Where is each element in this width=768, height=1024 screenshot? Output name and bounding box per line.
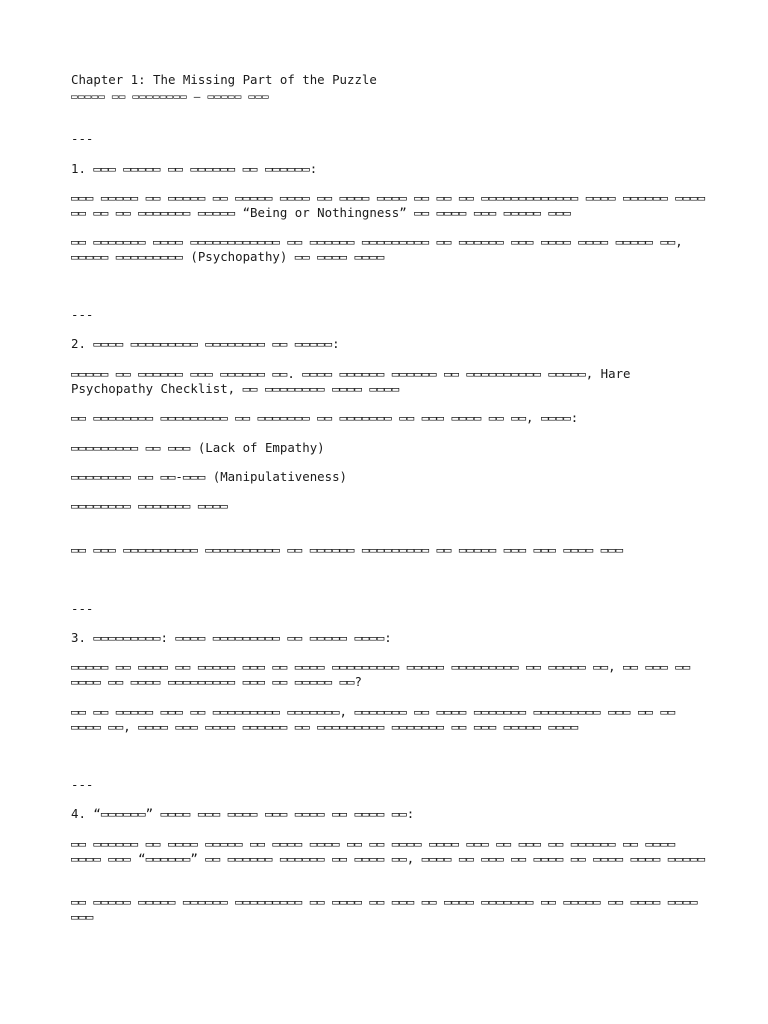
section-1-heading: 1. ▭▭▭ ▭▭▭▭▭ ▭▭ ▭▭▭▭▭▭ ▭▭ ▭▭▭▭▭▭: (71, 161, 318, 176)
list-item-third-trait: ▭▭▭▭▭▭▭▭ ▭▭▭▭▭▭▭ ▭▭▭▭ (71, 498, 228, 513)
section-separator: --- (71, 601, 94, 616)
section-1-paragraph-2: ▭▭ ▭▭▭▭▭▭▭ ▭▭▭▭ ▭▭▭▭▭▭▭▭▭▭▭▭ ▭▭ ▭▭▭▭▭▭ ▭▭▭▭▭▭▭▭▭ ▭▭ ▭▭▭▭▭▭ ▭▭▭ ▭▭▭▭ ▭▭▭▭ ▭▭▭▭▭ ▭▭, ▭▭▭▭▭ ▭▭▭▭▭▭▭▭▭ (Psychopathy) ▭▭ ▭▭▭▭ ▭▭▭▭ (71, 234, 691, 264)
section-3-paragraph-2: ▭▭ ▭▭ ▭▭▭▭▭ ▭▭▭ ▭▭ ▭▭▭▭▭▭▭▭▭ ▭▭▭▭▭▭▭, ▭▭▭▭▭▭▭ ▭▭ ▭▭▭▭ ▭▭▭▭▭▭▭ ▭▭▭▭▭▭▭▭▭ ▭▭▭ ▭▭ ▭▭ ▭▭▭▭ ▭▭, ▭▭▭▭ ▭▭▭ ▭▭▭▭ ▭▭▭▭▭▭ ▭▭ ▭▭▭▭▭▭▭▭▭ ▭▭▭▭▭▭▭ ▭▭ ▭▭▭ ▭▭▭▭▭ ▭▭▭▭ (71, 704, 683, 734)
section-separator: --- (71, 131, 94, 146)
section-1-paragraph-1: ▭▭▭ ▭▭▭▭▭ ▭▭ ▭▭▭▭▭ ▭▭ ▭▭▭▭▭ ▭▭▭▭ ▭▭ ▭▭▭▭ ▭▭▭▭ ▭▭ ▭▭ ▭▭ ▭▭▭▭▭▭▭▭▭▭▭▭▭ ▭▭▭▭ ▭▭▭▭▭▭ ▭▭▭▭ ▭▭ ▭▭ ▭▭ ▭▭▭▭▭▭▭ ▭▭▭▭▭ “Being or Nothingness” ▭▭ ▭▭▭▭ ▭▭▭ ▭▭▭▭▭ ▭▭▭ (71, 190, 713, 220)
section-4-heading: 4. “▭▭▭▭▭▭” ▭▭▭▭ ▭▭▭ ▭▭▭▭ ▭▭▭ ▭▭▭▭ ▭▭ ▭▭▭▭ ▭▭: (71, 806, 415, 821)
section-2-paragraph-1: ▭▭▭▭▭ ▭▭ ▭▭▭▭▭▭ ▭▭▭ ▭▭▭▭▭▭ ▭▭. ▭▭▭▭ ▭▭▭▭▭▭ ▭▭▭▭▭▭ ▭▭ ▭▭▭▭▭▭▭▭▭▭ ▭▭▭▭▭, Hare Psychopathy Checklist, ▭▭ ▭▭▭▭▭▭▭▭ ▭▭▭▭ ▭▭▭▭ (71, 366, 638, 396)
section-3-paragraph-1: ▭▭▭▭▭ ▭▭ ▭▭▭▭ ▭▭ ▭▭▭▭▭ ▭▭▭ ▭▭ ▭▭▭▭ ▭▭▭▭▭▭▭▭▭ ▭▭▭▭▭ ▭▭▭▭▭▭▭▭▭ ▭▭ ▭▭▭▭▭ ▭▭, ▭▭ ▭▭▭ ▭▭ ▭▭▭▭ ▭▭ ▭▭▭▭ ▭▭▭▭▭▭▭▭▭ ▭▭▭ ▭▭ ▭▭▭▭▭ ▭▭? (71, 659, 698, 689)
section-2-heading: 2. ▭▭▭▭ ▭▭▭▭▭▭▭▭▭ ▭▭▭▭▭▭▭▭ ▭▭ ▭▭▭▭▭: (71, 336, 340, 351)
list-item-manipulativeness: ▭▭▭▭▭▭▭▭ ▭▭ ▭▭-▭▭▭ (Manipulativeness) (71, 469, 348, 484)
list-item-lack-of-empathy: ▭▭▭▭▭▭▭▭▭ ▭▭ ▭▭▭ (Lack of Empathy) (71, 440, 325, 455)
section-4-paragraph-1: ▭▭ ▭▭▭▭▭▭ ▭▭ ▭▭▭▭ ▭▭▭▭▭ ▭▭ ▭▭▭▭ ▭▭▭▭ ▭▭ ▭▭ ▭▭▭▭ ▭▭▭▭ ▭▭▭ ▭▭ ▭▭▭ ▭▭ ▭▭▭▭▭▭ ▭▭ ▭▭▭▭ ▭▭▭▭ ▭▭▭ “▭▭▭▭▭▭” ▭▭ ▭▭▭▭▭▭ ▭▭▭▭▭▭ ▭▭ ▭▭▭▭ ▭▭, ▭▭▭▭ ▭▭ ▭▭▭ ▭▭ ▭▭▭▭ ▭▭ ▭▭▭▭ ▭▭▭▭ ▭▭▭▭▭ (71, 836, 706, 866)
section-3-heading: 3. ▭▭▭▭▭▭▭▭▭: ▭▭▭▭ ▭▭▭▭▭▭▭▭▭ ▭▭ ▭▭▭▭▭ ▭▭▭▭: (71, 630, 392, 645)
chapter-subtitle: ▭▭▭▭▭ ▭▭ ▭▭▭▭▭▭▭▭ – ▭▭▭▭▭ ▭▭▭ (71, 90, 269, 103)
section-4-paragraph-2: ▭▭ ▭▭▭▭▭ ▭▭▭▭▭ ▭▭▭▭▭▭ ▭▭▭▭▭▭▭▭▭ ▭▭ ▭▭▭▭ ▭▭ ▭▭▭ ▭▭ ▭▭▭▭ ▭▭▭▭▭▭▭ ▭▭ ▭▭▭▭▭ ▭▭ ▭▭▭▭ ▭▭▭▭ ▭▭▭ (71, 894, 706, 924)
section-2-paragraph-2: ▭▭ ▭▭▭▭▭▭▭▭ ▭▭▭▭▭▭▭▭▭ ▭▭ ▭▭▭▭▭▭▭ ▭▭ ▭▭▭▭▭▭▭ ▭▭ ▭▭▭ ▭▭▭▭ ▭▭ ▭▭, ▭▭▭▭: (71, 410, 579, 425)
section-separator: --- (71, 777, 94, 792)
section-separator: --- (71, 307, 94, 322)
section-2-paragraph-3: ▭▭ ▭▭▭ ▭▭▭▭▭▭▭▭▭▭ ▭▭▭▭▭▭▭▭▭▭ ▭▭ ▭▭▭▭▭▭ ▭▭▭▭▭▭▭▭▭ ▭▭ ▭▭▭▭▭ ▭▭▭ ▭▭▭ ▭▭▭▭ ▭▭▭ (71, 542, 624, 557)
chapter-title: Chapter 1: The Missing Part of the Puzzle (71, 72, 377, 87)
